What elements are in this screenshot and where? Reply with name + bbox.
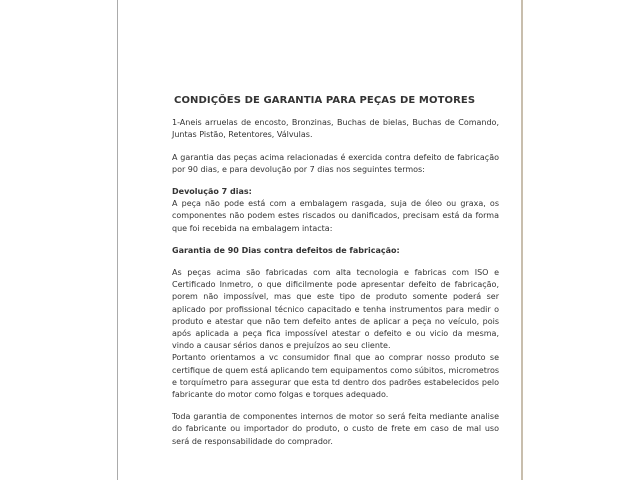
left-page-border [117,0,118,480]
parts-list-paragraph: 1-Aneis arruelas de encosto, Bronzinas, Buchas de bielas, Buchas de Comando, Juntas Pistão, Retentores, Válvulas. [172,118,499,140]
defects-policy-paragraph-2: Portanto orientamos a vc consumidor final que ao comprar nosso produto se certifique de quem está aplicando tem equipamentos como súbitos, micrometros e torquímetro para assegurar que esta td dentro dos padrões estabelecidos pelo fabricante do motor como folgas e torques adequado. [172,353,499,400]
right-page-border [521,0,523,480]
return-policy-section [172,186,499,235]
return-policy-heading: Devolução 7 dias: [172,187,252,197]
page-title: CONDIÇÕES DE GARANTIA PARA PEÇAS DE MOTORES [174,95,476,106]
defects-policy-paragraph-1: As peças acima são fabricadas com alta tecnologia e fabricas com ISO e Certificado Inmetro, o que dificilmente pode apresentar defeito de fabricação, porem não impossível, mas que este tipo de produto somente poderá ser aplicado por profissional técnico capacitado e tenha instrumentos para medir o produto e atestar que não tem defeito antes de aplicar a peça no veículo, pois após aplicada a peça fica impossível atestar o defeito e ou vicio da mesma, vindo a causar sérios danos e prejuízos ao seu cliente. [172,268,499,351]
warranty-terms-paragraph: A garantia das peças acima relacionadas é exercida contra defeito de fabricação por 90 dias, e para devolução por 7 dias nos seguintes termos: [172,152,499,174]
return-policy-paragraph: A peça não pode está com a embalagem rasgada, suja de óleo ou graxa, os componentes não podem estes riscados ou danificados, precisam está da forma que foi recebida na embalagem intacta: [172,199,499,233]
defects-warranty-heading: Garantia de 90 Dias contra defeitos de fabricação: [172,245,400,255]
shipping-note-paragraph: Toda garantia de componentes internos de motor so será feita mediante analise do fabricante ou importador do produto, o custo de frete em caso de mal uso será de responsabilidade do comprador. [172,412,499,446]
document-content [172,95,499,448]
